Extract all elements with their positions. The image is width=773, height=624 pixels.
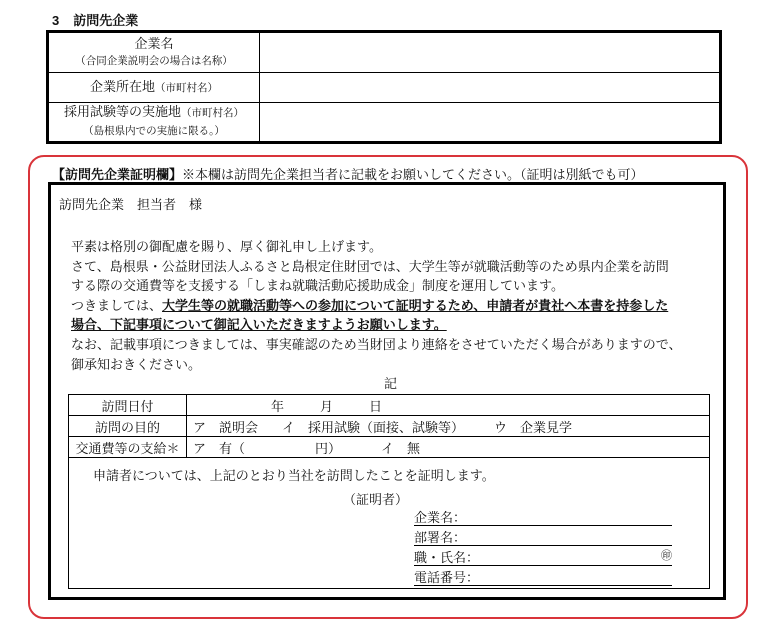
exam-location-field[interactable] <box>260 103 721 143</box>
company-table <box>46 30 722 144</box>
company-location-label: 企業所在地（市町村名） <box>48 73 260 103</box>
certifier-label: （証明者） <box>343 492 409 507</box>
visit-info-table <box>68 394 710 589</box>
table-row <box>69 437 710 458</box>
visit-purpose-options[interactable]: ア 説明会 イ 採用試験（面接、試験等） ウ 企業見学 <box>187 416 710 437</box>
exam-location-label: 採用試験等の実施地（市町村名） （島根県内での実施に限る。） <box>48 103 260 143</box>
table-row <box>69 458 710 589</box>
seal-icon: ㊞ <box>661 550 672 562</box>
ki-label: 記 <box>384 376 398 391</box>
company-name-field[interactable] <box>260 32 721 73</box>
phone-signature-field[interactable]: 電話番号： <box>414 567 672 586</box>
company-name-signature-field[interactable]: 企業名： <box>414 507 672 526</box>
visit-purpose-label: 訪問の目的 <box>69 416 187 437</box>
travel-expense-options[interactable]: ア 有（ 円） イ 無 <box>187 437 710 458</box>
table-row <box>48 73 721 103</box>
addressee: 訪問先企業 担当者 様 <box>59 197 203 212</box>
travel-expense-label: 交通費等の支給＊ <box>69 437 187 458</box>
table-row <box>48 103 721 143</box>
visit-date-label: 訪問日付 <box>69 395 187 416</box>
company-name-label: 企業名 （合同企業説明会の場合は名称） <box>48 32 260 73</box>
table-row <box>48 32 721 73</box>
title-name-signature-field[interactable]: 職・氏名： ㊞ <box>414 547 672 566</box>
request-letter: 平素は格別の御配慮を賜り、厚く御礼申し上げます。 さて、島根県・公益財団法人ふるさと島根定住財団では、大学生等が就職活動等のため県内企業を訪問 する際の交通費等を支援する「しまね就職活動応援助成金」制度を運用しています。 つきましては、大学生等の就職活動等への参加について証明するため、申請者が貴社へ本書を持参した 場合、下記事項について御記入いただきますようお願いします。 なお、記載事項につきましては、事実確認のため当財団より連絡をさせていただく場合がありますので、 御承知おきください。 <box>71 239 682 372</box>
certificate-heading: 【訪問先企業証明欄】※本欄は訪問先企業担当者に記載をお願いしてください。（証明は別紙でも可） <box>52 167 644 182</box>
company-location-field[interactable] <box>260 73 721 103</box>
visit-date-field[interactable]: 年 月 日 <box>187 395 710 416</box>
table-row <box>69 416 710 437</box>
table-row <box>69 395 710 416</box>
certification-cell <box>69 458 710 589</box>
department-signature-field[interactable]: 部署名： <box>414 527 672 546</box>
section-title: 3 訪問先企業 <box>52 13 139 28</box>
certification-statement: 申請者については、上記のとおり当社を訪問したことを証明します。 <box>93 468 495 483</box>
certificate-box <box>48 182 726 600</box>
